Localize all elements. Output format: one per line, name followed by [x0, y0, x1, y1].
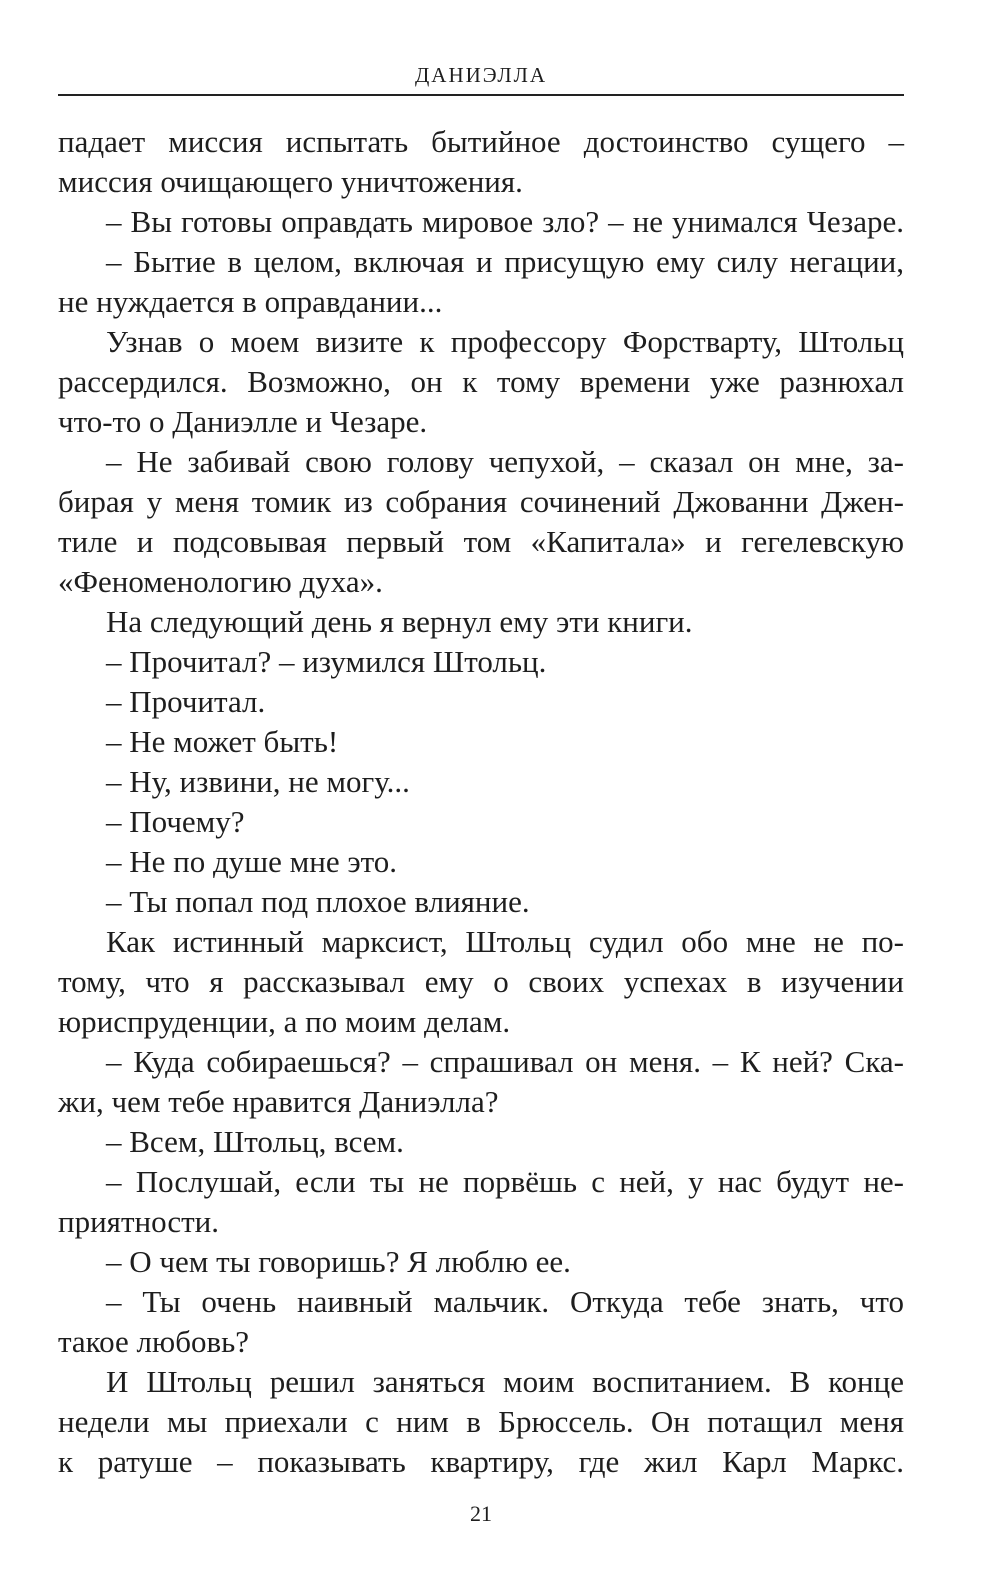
text-line: – Прочитал. [106, 684, 266, 719]
text-line: – Не по душе мне это. [106, 844, 398, 879]
text-line: – Не может быть! [106, 724, 339, 759]
text-line: недели мы приехали с ним в Брюссель. Он потащил меня [58, 1404, 904, 1439]
text-line: – О чем ты говоришь? Я люблю ее. [106, 1244, 571, 1279]
text-line: Узнав о моем визите к профессору Форстварту, Штольц [106, 324, 904, 359]
text-line: – Ну, извини, не могу... [106, 764, 410, 799]
header-rule [58, 94, 904, 96]
text-line: – Прочитал? – изумился Штольц. [106, 644, 547, 679]
text-line: тиле и подсовывая первый том «Капитала» и гегелевскую [58, 524, 904, 559]
text-line: На следующий день я вернул ему эти книги. [106, 604, 693, 639]
text-line: жи, чем тебе нравится Даниэлла? [58, 1084, 499, 1119]
text-line: юриспруденции, а по моим делам. [58, 1004, 511, 1039]
text-line: – Куда собираешься? – спрашивал он меня. – К ней? Ска- [106, 1044, 904, 1079]
text-line: – Всем, Штольц, всем. [106, 1124, 404, 1159]
page-number: 21 [470, 1501, 492, 1526]
running-head: ДАНИЭЛЛА [414, 63, 547, 87]
text-line: миссия очищающего уничтожения. [58, 164, 523, 199]
text-line: к ратуше – показывать квартиру, где жил Карл Маркс. [58, 1444, 904, 1479]
text-line: – Бытие в целом, включая и присущую ему силу негации, [106, 244, 904, 279]
text-line: – Не забивай свою голову чепухой, – сказал он мне, за- [106, 444, 904, 479]
text-line: – Послушай, если ты не порвёшь с ней, у нас будут не- [106, 1164, 904, 1199]
text-line: тому, что я рассказывал ему о своих успехах в изучении [58, 964, 904, 999]
text-line: падает миссия испытать бытийное достоинство сущего – [58, 124, 904, 159]
text-line: И Штольц решил заняться моим воспитанием. В конце [106, 1364, 904, 1399]
text-line: – Вы готовы оправдать мировое зло? – не унимался Чезаре. [106, 204, 904, 239]
text-line: не нуждается в оправдании... [58, 284, 443, 319]
text-line: «Феноменологию духа». [58, 564, 383, 599]
text-line: такое любовь? [58, 1324, 249, 1359]
text-line: – Почему? [106, 804, 245, 839]
text-line: что-то о Даниэлле и Чезаре. [58, 404, 428, 439]
text-line: Как истинный марксист, Штольц судил обо мне не по- [106, 924, 904, 959]
text-line: рассердился. Возможно, он к тому времени уже разнюхал [58, 364, 904, 399]
body-text [58, 122, 904, 1482]
text-line: – Ты очень наивный мальчик. Откуда тебе знать, что [106, 1284, 904, 1319]
text-line: приятности. [58, 1204, 219, 1239]
text-line: бирая у меня томик из собрания сочинений Джованни Джен- [58, 484, 904, 519]
text-line: – Ты попал под плохое влияние. [106, 884, 530, 919]
